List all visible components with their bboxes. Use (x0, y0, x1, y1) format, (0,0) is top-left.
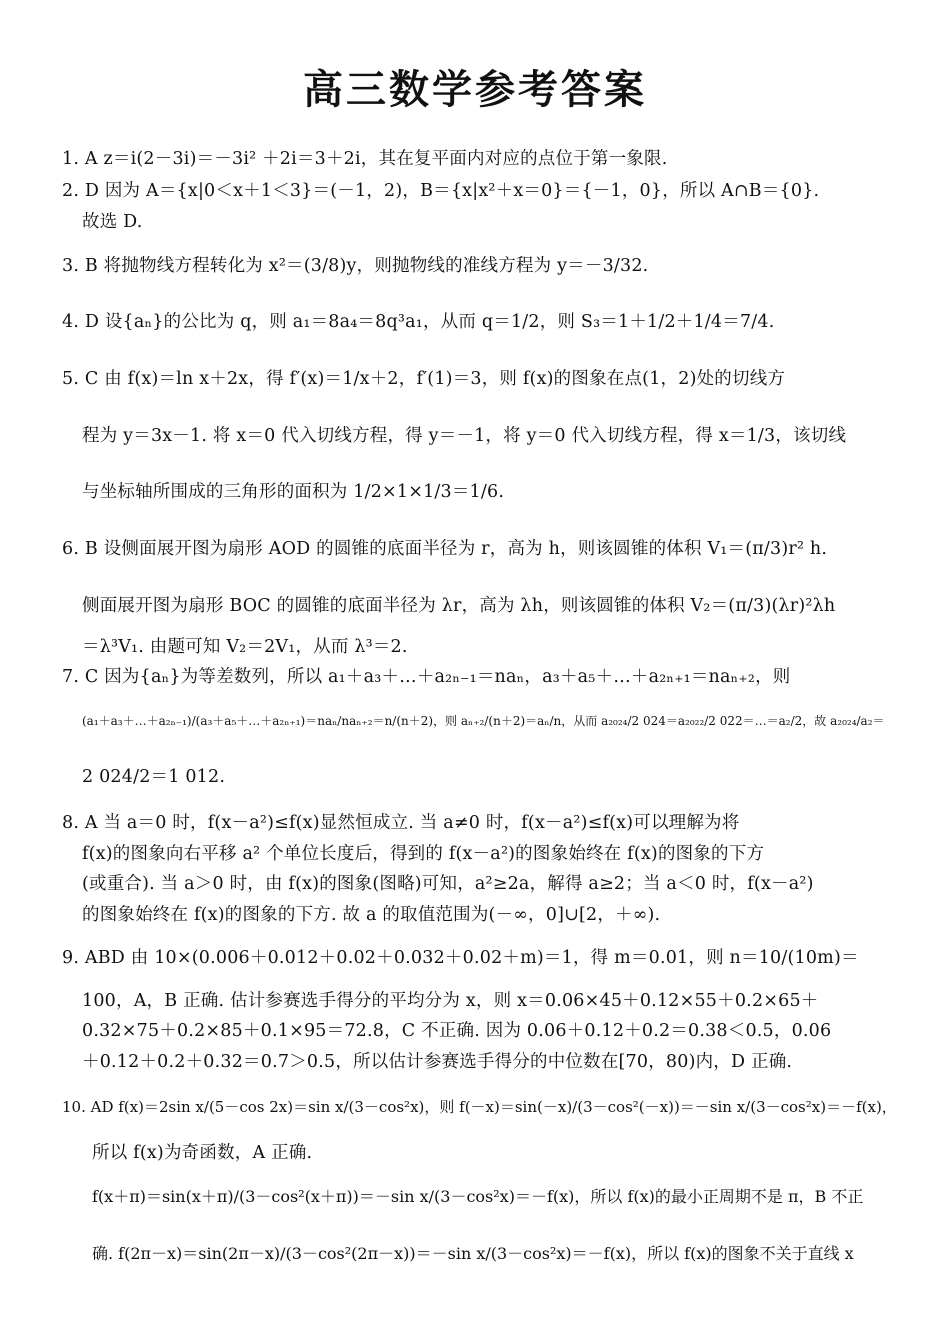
answer-8-cont-1: f(x)的图象向右平移 a² 个单位长度后，得到的 f(x－a²)的图象始终在 f(x)的图象的下方 (82, 844, 765, 864)
answer-10-cont-1: 所以 f(x)为奇函数，A 正确. (92, 1143, 313, 1163)
answer-7-cont-2: 2 024/2＝1 012. (82, 767, 226, 787)
answer-7-cont-1: (a₁＋a₃＋…＋a₂ₙ₋₁)/(a₃＋a₅＋…＋a₂ₙ₊₁)＝naₙ/naₙ₊₂＝n/(n＋2)，则 aₙ₊₂/(n＋2)＝aₙ/n，从而 a₂₀₂₄/2 024＝a₂₀₂₂/2 022＝…＝a₂/2，故 a₂₀₂₄/a₂＝ (82, 714, 885, 728)
answer-10-cont-2: f(x＋π)＝sin(x＋π)/(3－cos²(x＋π))＝－sin x/(3－cos²x)＝－f(x)，所以 f(x)的最小正周期不是 π，B 不正 (92, 1187, 864, 1206)
answer-1: 1. A z＝i(2－3i)＝－3i² ＋2i＝3＋2i，其在复平面内对应的点位于第一象限. (62, 149, 668, 169)
answer-2: 2. D 因为 A＝{x|0＜x＋1＜3}＝(－1，2)，B＝{x|x²＋x＝0}＝{－1，0}，所以 A∩B＝{0}. (62, 181, 820, 201)
answer-8: 8. A 当 a＝0 时，f(x－a²)≤f(x)显然恒成立. 当 a≠0 时，f(x－a²)≤f(x)可以理解为将 (62, 813, 740, 833)
answer-6-cont-1: 侧面展开图为扇形 BOC 的圆锥的底面半径为 λr，高为 λh，则该圆锥的体积 V₂＝(π/3)(λr)²λh (82, 596, 836, 616)
answer-5-cont-2: 与坐标轴所围成的三角形的面积为 1/2×1×1/3＝1/6. (82, 482, 505, 502)
answer-5-cont-1: 程为 y＝3x－1. 将 x＝0 代入切线方程，得 y＝－1，将 y＝0 代入切线方程，得 x＝1/3，该切线 (82, 426, 847, 446)
answer-9-cont-2: 0.32×75＋0.2×85＋0.1×95＝72.8，C 不正确. 因为 0.06＋0.12＋0.2＝0.38＜0.5，0.06 (82, 1021, 832, 1041)
answer-6-cont-2: ＝λ³V₁. 由题可知 V₂＝2V₁，从而 λ³＝2. (82, 637, 408, 657)
answer-10: 10. AD f(x)＝2sin x/(5－cos 2x)＝sin x/(3－cos²x)，则 f(－x)＝sin(－x)/(3－cos²(－x))＝－sin x/(3－cos²x)＝－f(x)， (62, 1098, 897, 1116)
answer-8-cont-2: (或重合). 当 a＞0 时，由 f(x)的图象(图略)可知，a²≥2a，解得 a≥2；当 a＜0 时，f(x－a²) (82, 874, 814, 894)
page-title: 高三数学参考答案 (303, 67, 647, 113)
answer-2-cont: 故选 D. (82, 212, 143, 232)
answer-9-cont-1: 100，A，B 正确. 估计参赛选手得分的平均分为 x，则 x＝0.06×45＋0.12×55＋0.2×65＋ (82, 991, 819, 1011)
answer-10-cont-3: 确. f(2π－x)＝sin(2π－x)/(3－cos²(2π－x))＝－sin x/(3－cos²x)＝－f(x)，所以 f(x)的图象不关于直线 x (92, 1244, 854, 1263)
answer-5: 5. C 由 f(x)＝ln x＋2x，得 f′(x)＝1/x＋2，f′(1)＝3，则 f(x)的图象在点(1，2)处的切线方 (62, 369, 786, 389)
answer-9: 9. ABD 由 10×(0.006＋0.012＋0.02＋0.032＋0.02＋m)＝1，得 m＝0.01，则 n＝10/(10m)＝ (62, 948, 859, 968)
answer-9-cont-3: ＋0.12＋0.2＋0.32＝0.7＞0.5，所以估计参赛选手得分的中位数在[70，80)内，D 正确. (82, 1052, 793, 1072)
answer-4: 4. D 设{aₙ}的公比为 q，则 a₁＝8a₄＝8q³a₁，从而 q＝1/2，则 S₃＝1＋1/2＋1/4＝7/4. (62, 312, 775, 332)
answer-7: 7. C 因为{aₙ}为等差数列，所以 a₁＋a₃＋…＋a₂ₙ₋₁＝naₙ，a₃＋a₅＋…＋a₂ₙ₊₁＝naₙ₊₂，则 (62, 667, 791, 687)
answer-8-cont-3: 的图象始终在 f(x)的图象的下方. 故 a 的取值范围为(－∞，0]∪[2，＋∞). (82, 905, 661, 925)
answer-3: 3. B 将抛物线方程转化为 x²＝(3/8)y，则抛物线的准线方程为 y＝－3/32. (62, 256, 649, 276)
answer-6: 6. B 设侧面展开图为扇形 AOD 的圆锥的底面半径为 r，高为 h，则该圆锥的体积 V₁＝(π/3)r² h. (62, 539, 828, 559)
